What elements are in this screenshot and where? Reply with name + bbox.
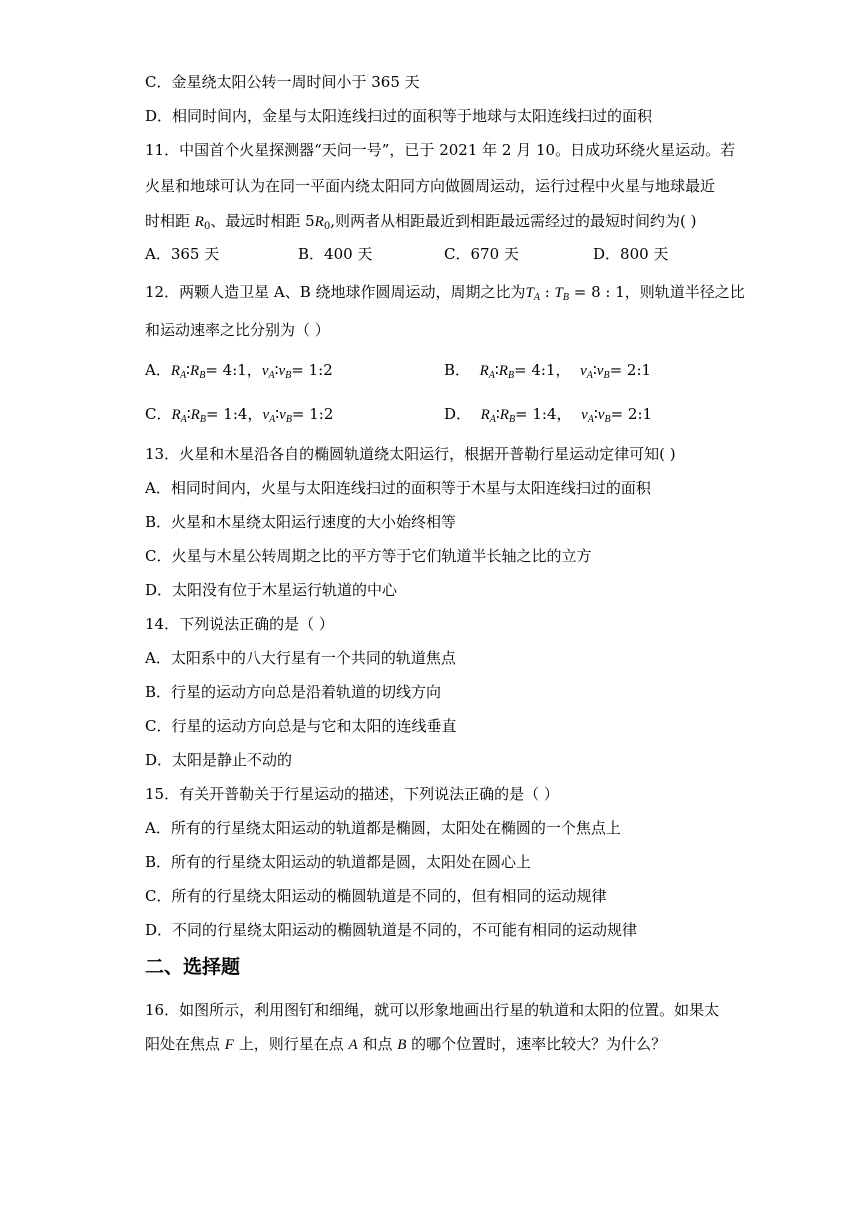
q12-stem-line2: 和运动速率之比分别为（ ） [145, 321, 330, 339]
q10-option-d: D．相同时间内，金星与太阳连线扫过的面积等于地球与太阳连线扫过的面积 [145, 107, 653, 125]
q13-stem: 13．火星和木星沿各自的椭圆轨道绕太阳运行，根据开普勒行星运动定律可知( ) [145, 445, 676, 463]
q11-option-c: C．670 天 [444, 245, 519, 263]
q16-stem-line1: 16．如图所示，利用图钉和细绳，就可以形象地画出行星的轨道和太阳的位置。如果太 [145, 1001, 720, 1019]
q11-option-d: D．800 天 [593, 245, 669, 263]
q14-option-c: C．行星的运动方向总是与它和太阳的连线垂直 [145, 717, 457, 735]
q12-stem-line1: 12．两颗人造卫星 A、B 绕地球作圆周运动，周期之比为$T_A$ : $T_B = 8$ : 1，则轨道半径之比 [145, 283, 745, 303]
q15-option-a: A．所有的行星绕太阳运动的轨道都是椭圆，太阳处在椭圆的一个焦点上 [145, 819, 621, 837]
section-heading: 二、选择题 [145, 956, 241, 978]
q13-option-c: C．火星与木星公转周期之比的平方等于它们轨道半长轴之比的立方 [145, 547, 592, 565]
q13-option-a: A．相同时间内，火星与太阳连线扫过的面积等于木星与太阳连线扫过的面积 [145, 479, 651, 497]
q14-option-a: A．太阳系中的八大行星有一个共同的轨道焦点 [145, 649, 456, 667]
q12-option-a: A．$R_A∶R_B=$ 4:1，$v_A∶v_B=$ 1:2 [145, 361, 333, 381]
q14-option-b: B．行星的运动方向总是沿着轨道的切线方向 [145, 683, 442, 701]
q15-stem: 15．有关开普勒关于行星运动的描述，下列说法正确的是（ ） [145, 785, 559, 803]
q12-option-d: D． $R_A∶R_B=$ 1:4， $v_A∶v_B=$ 2:1 [444, 405, 653, 425]
q13-option-d: D．太阳没有位于木星运行轨道的中心 [145, 581, 398, 599]
q11-option-b: B．400 天 [298, 245, 373, 263]
q16-stem-line2: 阳处在焦点 F 上，则行星在点 A 和点 B 的哪个位置时，速率比较大？为什么？ [145, 1035, 667, 1053]
q10-option-c: C．金星绕太阳公转一周时间小于 365 天 [145, 73, 420, 91]
q13-option-b: B．火星和木星绕太阳运行速度的大小始终相等 [145, 513, 457, 531]
q11-option-a: A．365 天 [145, 245, 220, 263]
q12-option-c: C．$R_A∶R_B=$ 1:4，$v_A∶v_B=$ 1:2 [145, 405, 334, 425]
q15-option-b: B．所有的行星绕太阳运动的轨道都是圆，太阳处在圆心上 [145, 853, 532, 871]
q14-stem: 14．下列说法正确的是（ ） [145, 615, 334, 633]
q11-stem-line3: 时相距 $R_0$、最远时相距 $5R_0$,则两者从相距最近到相距最远需经过的最短时间约为( ) [145, 212, 697, 232]
q15-option-d: D．不同的行星绕太阳运动的椭圆轨道是不同的，不可能有相同的运动规律 [145, 921, 638, 939]
q14-option-d: D．太阳是静止不动的 [145, 751, 293, 769]
q11-stem-line1: 11．中国首个火星探测器“天问一号”，已于 2021 年 2 月 10。日成功环绕火星运动。若 [145, 141, 736, 159]
q12-option-b: B． $R_A∶R_B=$ 4:1， $v_A∶v_B=$ 2:1 [444, 361, 652, 381]
q15-option-c: C．所有的行星绕太阳运动的椭圆轨道是不同的，但有相同的运动规律 [145, 887, 607, 905]
q11-stem-line2: 火星和地球可认为在同一平面内绕太阳同方向做圆周运动，运行过程中火星与地球最近 [145, 177, 716, 195]
